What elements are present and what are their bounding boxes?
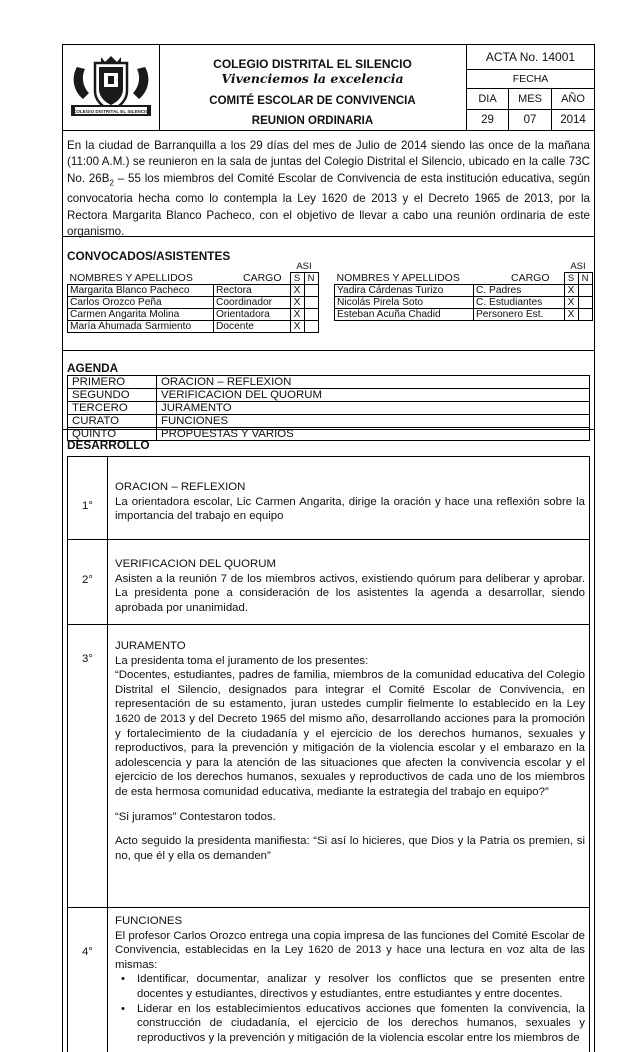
col-s-header: S: [290, 273, 304, 285]
attendee-role: Rectora: [214, 285, 291, 297]
acta-number: ACTA No. 14001: [467, 45, 594, 70]
list-item: • Identificar, documentar, analizar y resolver los conflictos que se presenten entre docentes y estudiantes, directivos y estudiantes, entre estudiantes y entre docentes.: [137, 972, 585, 1001]
item-text: El profesor Carlos Orozco entrega una copia impresa de las funciones del Comité Escolar de Convivencia, establecidas en la Ley 1620 de 2013 y hace una lectura en voz alta de las mismas:: [115, 929, 585, 971]
agenda-order: PRIMERO: [68, 376, 157, 389]
table-row: [68, 285, 319, 297]
col-asi-header: ASI: [296, 261, 312, 272]
item-body: [115, 639, 585, 863]
committee-name: COMITÉ ESCOLAR DE CONVIVENCIA: [209, 95, 416, 107]
agenda-order: CURATO: [68, 415, 157, 428]
attendee-absent: [304, 321, 318, 333]
attendee-role: Personero Est.: [474, 309, 565, 321]
attendee-name: Margarita Blanco Pacheco: [68, 285, 214, 297]
attendee-name: Nicolás Pirela Soto: [335, 297, 474, 309]
section-divider: [63, 350, 594, 351]
attendee-role: Coordinador: [214, 297, 291, 309]
attendee-present: X: [564, 285, 578, 297]
table-row: [68, 309, 319, 321]
mes-value: 07: [509, 110, 552, 130]
school-crest-icon: [69, 55, 153, 119]
table-row: [335, 297, 593, 309]
item-heading: FUNCIONES: [115, 915, 183, 927]
attendee-absent: [304, 285, 318, 297]
intro-text-2: – 55 los miembros del Comité Escolar de Convivencia de esta institución educativa, según convocatoria hecha como lo contempla la Ley 1620 de 2013 y el Decreto 1965 de 2013, por la Rectora Margarita Blanco Pacheco, con el objetivo de llevar a cabo una reunión ordinaria de este organismo.: [67, 171, 590, 238]
section-divider: [63, 236, 594, 237]
item-text: La presidenta toma el juramento de los presentes:: [115, 654, 369, 667]
table-row: [68, 297, 319, 309]
col-name-header: NOMBRES Y APELLIDOS: [69, 272, 193, 284]
attendee-absent: [578, 297, 592, 309]
logo-banner-text: COLEGIO DISTRITAL EL SILENCIO: [72, 109, 150, 114]
development-item-3: [67, 624, 590, 908]
item-text: Asisten a la reunión 7 de los miembros activos, existiendo quórum para deliberar y aprobar. La presidenta pone a consideración de los asistentes la agenda a desarrollar, siendo aprobada por unanimidad.: [115, 572, 585, 614]
intro-paragraph: [67, 138, 590, 240]
agenda-order: SEGUNDO: [68, 389, 157, 402]
attendee-role: Orientadora: [214, 309, 291, 321]
development-item-4: [67, 907, 590, 1052]
attendees-table-right: [334, 261, 593, 321]
item-number: 4°: [68, 908, 108, 1052]
table-row: [335, 285, 593, 297]
intro-subscript: 2: [109, 177, 114, 187]
dia-value: 29: [467, 110, 509, 130]
attendee-name: Esteban Acuña Chadid: [335, 309, 474, 321]
mes-label: MES: [509, 89, 552, 109]
oath-closing: Acto seguido la presidenta manifiesta: “Si así lo hicieres, que Dios y la Patria os premien, si no, que él y ella os demanden”: [115, 835, 585, 862]
col-asi-header: ASI: [570, 261, 586, 272]
school-motto: Vivenciemos la excelencia: [221, 71, 404, 86]
table-row: [68, 376, 590, 389]
col-name-header: NOMBRES Y APELLIDOS: [336, 272, 460, 284]
item-number: 1°: [68, 457, 108, 539]
col-role-header: CARGO: [242, 272, 282, 284]
attendee-name: Yadira Cárdenas Turizo: [335, 285, 474, 297]
document-header: [63, 45, 594, 131]
development-item-1: [67, 456, 590, 540]
attendee-name: María Ahumada Sarmiento: [68, 321, 214, 333]
attendee-name: Carlos Orozco Peña: [68, 297, 214, 309]
attendee-present: X: [290, 321, 304, 333]
attendee-present: X: [564, 297, 578, 309]
list-item: • Liderar en los establecimientos educativos acciones que fomenten la convivencia, la construcción de ciudadanía, el ejercicio de los derechos humanos, sexuales y reproductivos y la prevención y mitigación de la violencia escolar entre los miembros de: [137, 1002, 585, 1046]
attendee-role: C. Estudiantes: [474, 297, 565, 309]
agenda-order: QUINTO: [68, 428, 157, 441]
document-page: [62, 44, 595, 1052]
agenda-topic: JURAMENTO: [157, 402, 590, 415]
attendee-absent: [578, 285, 592, 297]
col-n-header: N: [578, 273, 592, 285]
meeting-type: REUNION ORDINARIA: [251, 115, 374, 127]
table-row: [68, 402, 590, 415]
date-labels-row: [467, 89, 594, 110]
intro-text-1: En la ciudad de Barranquilla a los 29 días del mes de Julio de 2014 siendo las once de la mañana (11:00 A.M.) se reunieron en la sala de juntas del Colegio Distrital el Silencio, ubicado en la calle 73C No. 26B: [67, 139, 590, 185]
item-body: [115, 480, 585, 524]
agenda-order: TERCERO: [68, 402, 157, 415]
item-heading: VERIFICACION DEL QUORUM: [115, 558, 276, 570]
agenda-table: [67, 375, 590, 441]
table-row: [68, 389, 590, 402]
item-heading: JURAMENTO: [115, 640, 186, 652]
agenda-topic: ORACION – REFLEXION: [157, 376, 590, 389]
attendee-name: Carmen Angarita Molina: [68, 309, 214, 321]
attendee-absent: [578, 309, 592, 321]
development-item-2: [67, 539, 590, 625]
col-n-header: N: [304, 273, 318, 285]
logo-cell: [63, 45, 160, 130]
section-divider: [63, 429, 594, 430]
attendee-present: X: [290, 297, 304, 309]
attendee-role: C. Padres: [474, 285, 565, 297]
attendee-absent: [304, 297, 318, 309]
table-row: [68, 321, 319, 333]
title-cell: [159, 45, 467, 130]
attendee-present: X: [564, 309, 578, 321]
attendee-present: X: [290, 309, 304, 321]
attendees-title: CONVOCADOS/ASISTENTES: [67, 249, 231, 263]
dia-label: DIA: [467, 89, 509, 109]
fecha-label: FECHA: [467, 70, 594, 89]
agenda-topic: VERIFICACION DEL QUORUM: [157, 389, 590, 402]
attendee-role: Docente: [214, 321, 291, 333]
table-row: [335, 309, 593, 321]
oath-text: “Docentes, estudiantes, padres de familia, miembros de la comunidad educativa del Colegio Distrital el Silencio, designados para integrar el Comité Escolar de Convivencia, en representación de su estamento, juran ustedes cumplir fielmente lo establecido en la Ley 1620 de 2013 y del Decreto 1965 del mismo año, desarrollando acciones para la promoción y fortalecimiento de la ciudadanía y el ejercicio de los derechos humanos, sexuales y reproductivos, para la prevención y mitigación de la violencia escolar y el embarazo en la adolescencia y para la atención de las situaciones que afecten la convivencia escolar y el ejercicio de los derechos humanos, sexuales y reproductivos de cada uno de los miembros de esta hermosa comunidad educativa, mediante la estrategia del trabajo en equipo?”: [115, 669, 585, 798]
table-row: [68, 415, 590, 428]
agenda-topic: PROPUESTAS Y VARIOS: [157, 428, 590, 441]
anio-value: 2014: [560, 114, 586, 126]
date-values-row: [467, 110, 594, 130]
attendee-present: X: [290, 285, 304, 297]
functions-list: [115, 972, 585, 1045]
attendee-absent: [304, 309, 318, 321]
development-title: DESARROLLO: [67, 438, 150, 452]
item-number: 2°: [68, 540, 108, 624]
school-name: COLEGIO DISTRITAL EL SILENCIO: [213, 57, 412, 71]
oath-reply: “Si juramos” Contestaron todos.: [115, 810, 276, 823]
item-heading: ORACION – REFLEXION: [115, 481, 246, 493]
item-number: 3°: [68, 625, 108, 907]
acta-cell: [467, 45, 594, 130]
agenda-title: AGENDA: [67, 361, 119, 375]
item-text: La orientadora escolar, Lic Carmen Angarita, dirige la oración y hace una reflexión sobre la importancia del trabajo en equipo: [115, 495, 585, 523]
attendees-table-left: [67, 261, 319, 333]
item-body: [115, 914, 585, 1045]
item-body: [115, 557, 585, 615]
col-s-header: S: [564, 273, 578, 285]
col-role-header: CARGO: [510, 272, 550, 284]
anio-label: AÑO: [561, 93, 585, 105]
agenda-topic: FUNCIONES: [157, 415, 590, 428]
